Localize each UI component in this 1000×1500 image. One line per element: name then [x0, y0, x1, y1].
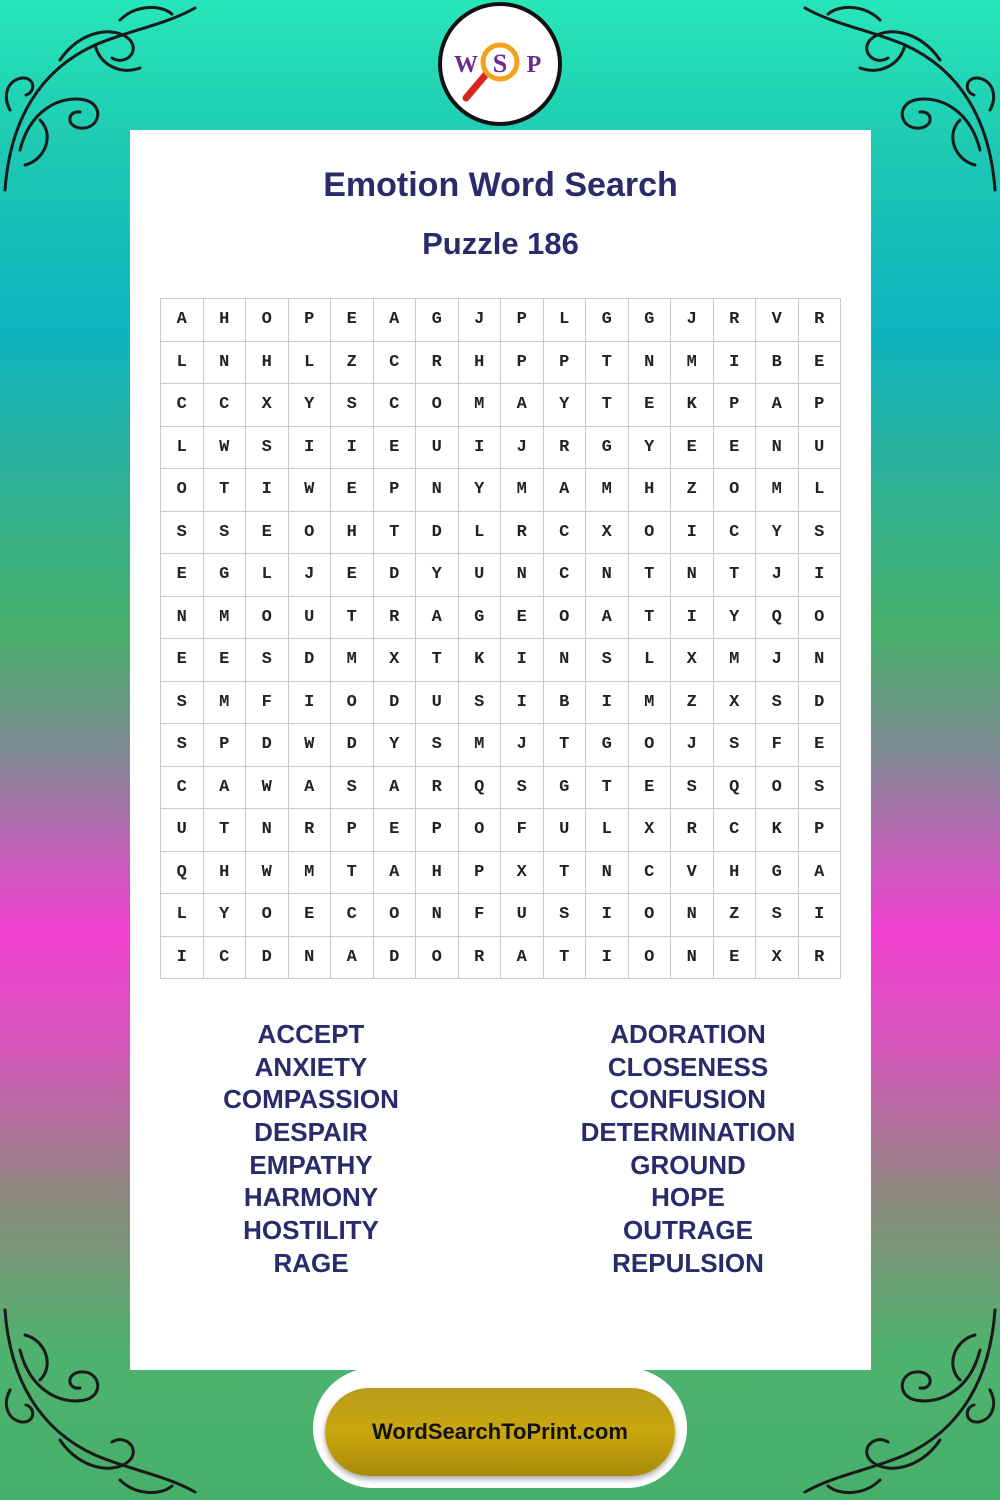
grid-cell: J [501, 427, 544, 470]
grid-cell: I [331, 427, 374, 470]
grid-cell: L [629, 639, 672, 682]
grid-cell: S [799, 767, 842, 810]
grid-cell: C [161, 767, 204, 810]
grid-cell: S [204, 512, 247, 555]
grid-cell: Y [544, 384, 587, 427]
grid-cell: C [331, 894, 374, 937]
grid-cell: U [289, 597, 332, 640]
grid-cell: G [586, 427, 629, 470]
grid-cell: O [289, 512, 332, 555]
grid-cell: H [629, 469, 672, 512]
grid-cell: C [204, 937, 247, 980]
grid-cell: C [714, 809, 757, 852]
grid-cell: N [671, 937, 714, 980]
grid-cell: F [756, 724, 799, 767]
grid-cell: C [629, 852, 672, 895]
grid-cell: I [799, 554, 842, 597]
grid-cell: P [799, 384, 842, 427]
grid-cell: P [289, 299, 332, 342]
grid-cell: J [671, 299, 714, 342]
grid-cell: S [161, 682, 204, 725]
grid-cell: Y [629, 427, 672, 470]
grid-cell: R [459, 937, 502, 980]
grid-cell: G [416, 299, 459, 342]
grid-cell: O [161, 469, 204, 512]
word-list-item: REPULSION [612, 1247, 764, 1278]
grid-cell: D [246, 724, 289, 767]
grid-cell: T [204, 469, 247, 512]
grid-cell: E [714, 937, 757, 980]
grid-cell: N [416, 469, 459, 512]
word-list-item: ADORATION [610, 1019, 766, 1049]
grid-cell: I [161, 937, 204, 980]
grid-cell: C [714, 512, 757, 555]
grid-cell: X [501, 852, 544, 895]
grid-cell: L [161, 427, 204, 470]
grid-cell: V [671, 852, 714, 895]
grid-cell: P [416, 809, 459, 852]
grid-cell: D [374, 937, 417, 980]
grid-cell: N [544, 639, 587, 682]
grid-cell: N [671, 554, 714, 597]
grid-cell: T [586, 342, 629, 385]
grid-cell: I [586, 682, 629, 725]
grid-cell: D [289, 639, 332, 682]
grid-cell: J [459, 299, 502, 342]
grid-cell: W [289, 469, 332, 512]
grid-cell: L [161, 894, 204, 937]
grid-cell: N [416, 894, 459, 937]
word-list-item: RAGE [273, 1247, 349, 1278]
grid-cell: H [331, 512, 374, 555]
grid-cell: E [629, 384, 672, 427]
grid-cell: F [459, 894, 502, 937]
grid-cell: J [671, 724, 714, 767]
grid-cell: P [459, 852, 502, 895]
grid-cell: E [799, 342, 842, 385]
grid-cell: P [204, 724, 247, 767]
grid-cell: I [586, 937, 629, 980]
grid-cell: U [544, 809, 587, 852]
grid-cell: M [756, 469, 799, 512]
grid-cell: D [331, 724, 374, 767]
word-list-item: CONFUSION [610, 1084, 766, 1115]
grid-cell: L [544, 299, 587, 342]
grid-cell: D [799, 682, 842, 725]
grid-cell: H [416, 852, 459, 895]
grid-cell: T [331, 597, 374, 640]
grid-cell: A [416, 597, 459, 640]
grid-cell: Y [416, 554, 459, 597]
grid-cell: X [586, 512, 629, 555]
grid-cell: R [416, 767, 459, 810]
grid-cell: C [544, 512, 587, 555]
grid-cell: E [204, 639, 247, 682]
grid-cell: T [544, 724, 587, 767]
word-list-item: DETERMINATION [580, 1117, 796, 1148]
grid-cell: G [544, 767, 587, 810]
grid-cell: L [161, 342, 204, 385]
grid-cell: E [501, 597, 544, 640]
grid-cell: X [629, 809, 672, 852]
grid-cell: S [331, 767, 374, 810]
grid-cell: F [501, 809, 544, 852]
grid-cell: S [756, 682, 799, 725]
grid-cell: C [204, 384, 247, 427]
site-logo[interactable] [438, 2, 562, 126]
grid-cell: P [714, 384, 757, 427]
grid-cell: T [586, 384, 629, 427]
grid-cell: S [161, 512, 204, 555]
grid-cell: F [246, 682, 289, 725]
grid-cell: P [501, 299, 544, 342]
grid-cell: O [374, 894, 417, 937]
grid-cell: N [756, 427, 799, 470]
grid-cell: U [416, 682, 459, 725]
grid-cell: D [246, 937, 289, 980]
grid-cell: G [204, 554, 247, 597]
grid-cell: S [331, 384, 374, 427]
grid-cell: O [246, 299, 289, 342]
page-title: Emotion Word Search [323, 166, 678, 204]
grid-cell: G [756, 852, 799, 895]
grid-cell: M [289, 852, 332, 895]
grid-cell: O [416, 937, 459, 980]
grid-cell: Q [161, 852, 204, 895]
word-list-item: HOSTILITY [243, 1215, 379, 1246]
grid-cell: E [331, 299, 374, 342]
grid-cell: Q [756, 597, 799, 640]
grid-cell: I [799, 894, 842, 937]
grid-cell: E [629, 767, 672, 810]
grid-cell: N [586, 852, 629, 895]
grid-cell: M [501, 469, 544, 512]
grid-cell: H [246, 342, 289, 385]
grid-cell: L [289, 342, 332, 385]
grid-cell: O [459, 809, 502, 852]
grid-cell: A [586, 597, 629, 640]
grid-cell: R [799, 937, 842, 980]
grid-cell: P [374, 469, 417, 512]
grid-cell: M [714, 639, 757, 682]
grid-cell: I [246, 469, 289, 512]
grid-cell: O [799, 597, 842, 640]
grid-cell: A [204, 767, 247, 810]
grid-cell: P [331, 809, 374, 852]
grid-cell: W [289, 724, 332, 767]
grid-cell: H [204, 852, 247, 895]
grid-cell: S [544, 894, 587, 937]
grid-cell: I [459, 427, 502, 470]
grid-cell: S [161, 724, 204, 767]
grid-cell: C [374, 384, 417, 427]
grid-cell: X [374, 639, 417, 682]
grid-cell: C [374, 342, 417, 385]
puzzle-card [130, 130, 871, 1370]
word-list-item: ACCEPT [257, 1019, 365, 1049]
grid-cell: A [331, 937, 374, 980]
grid-cell: T [204, 809, 247, 852]
grid-cell: H [714, 852, 757, 895]
grid-cell: E [374, 427, 417, 470]
word-list-item: DESPAIR [254, 1117, 368, 1148]
word-list-item: HARMONY [243, 1182, 379, 1213]
grid-cell: N [629, 342, 672, 385]
grid-cell: E [671, 427, 714, 470]
word-list-item: GROUND [630, 1149, 746, 1180]
grid-cell: Y [714, 597, 757, 640]
grid-cell: E [161, 639, 204, 682]
grid-cell: S [459, 682, 502, 725]
grid-cell: M [459, 384, 502, 427]
word-list-item: ANXIETY [254, 1051, 368, 1082]
word-list-item: EMPATHY [249, 1149, 373, 1180]
grid-cell: H [459, 342, 502, 385]
grid-cell: Z [714, 894, 757, 937]
grid-cell: S [799, 512, 842, 555]
grid-cell: B [544, 682, 587, 725]
grid-cell: O [629, 937, 672, 980]
grid-cell: L [586, 809, 629, 852]
grid-cell: O [544, 597, 587, 640]
grid-cell: Y [289, 384, 332, 427]
grid-cell: N [671, 894, 714, 937]
grid-cell: Q [459, 767, 502, 810]
grid-cell: S [714, 724, 757, 767]
grid-cell: A [799, 852, 842, 895]
grid-cell: L [459, 512, 502, 555]
grid-cell: N [246, 809, 289, 852]
logo-letter-w: W [454, 52, 478, 78]
grid-cell: J [501, 724, 544, 767]
grid-cell: E [289, 894, 332, 937]
grid-cell: I [671, 512, 714, 555]
grid-cell: W [204, 427, 247, 470]
grid-cell: Z [671, 469, 714, 512]
grid-cell: N [501, 554, 544, 597]
grid-cell: R [501, 512, 544, 555]
grid-cell: P [501, 342, 544, 385]
grid-cell: X [246, 384, 289, 427]
grid-cell: M [331, 639, 374, 682]
grid-cell: R [799, 299, 842, 342]
grid-cell: U [161, 809, 204, 852]
grid-cell: O [756, 767, 799, 810]
grid-cell: K [756, 809, 799, 852]
grid-cell: B [756, 342, 799, 385]
grid-cell: H [204, 299, 247, 342]
grid-cell: R [714, 299, 757, 342]
grid-cell: I [586, 894, 629, 937]
grid-cell: R [544, 427, 587, 470]
grid-cell: X [756, 937, 799, 980]
grid-cell: Z [671, 682, 714, 725]
grid-cell: M [459, 724, 502, 767]
grid-cell: G [586, 724, 629, 767]
grid-cell: O [331, 682, 374, 725]
grid-cell: A [501, 384, 544, 427]
grid-cell: S [246, 639, 289, 682]
word-list-item: OUTRAGE [623, 1215, 753, 1246]
grid-cell: U [459, 554, 502, 597]
grid-cell: T [714, 554, 757, 597]
grid-cell: I [714, 342, 757, 385]
grid-cell: S [671, 767, 714, 810]
grid-cell: O [416, 384, 459, 427]
grid-cell: O [246, 894, 289, 937]
grid-cell: W [246, 852, 289, 895]
grid-cell: Q [714, 767, 757, 810]
grid-cell: I [289, 682, 332, 725]
grid-cell: K [459, 639, 502, 682]
word-list-item: COMPASSION [223, 1084, 399, 1115]
grid-cell: I [501, 639, 544, 682]
grid-cell: E [161, 554, 204, 597]
grid-cell: Y [756, 512, 799, 555]
grid-cell: J [756, 639, 799, 682]
grid-cell: L [799, 469, 842, 512]
grid-cell: E [714, 427, 757, 470]
grid-cell: S [416, 724, 459, 767]
grid-cell: E [331, 469, 374, 512]
puzzle-number: Puzzle 186 [422, 226, 579, 261]
grid-cell: N [204, 342, 247, 385]
grid-cell: E [799, 724, 842, 767]
grid-cell: S [586, 639, 629, 682]
word-list-item: CLOSENESS [607, 1051, 769, 1082]
grid-cell: R [289, 809, 332, 852]
grid-cell: O [629, 724, 672, 767]
grid-cell: A [289, 767, 332, 810]
grid-cell: Z [331, 342, 374, 385]
grid-cell: K [671, 384, 714, 427]
grid-cell: N [289, 937, 332, 980]
grid-cell: M [204, 597, 247, 640]
grid-cell: A [161, 299, 204, 342]
grid-cell: N [586, 554, 629, 597]
grid-cell: M [629, 682, 672, 725]
grid-cell: P [544, 342, 587, 385]
grid-cell: S [756, 894, 799, 937]
site-link-button[interactable]: WordSearchToPrint.com [325, 1388, 675, 1476]
grid-cell: Y [459, 469, 502, 512]
grid-cell: D [374, 554, 417, 597]
grid-cell: O [714, 469, 757, 512]
grid-cell: T [629, 597, 672, 640]
word-list-item: HOPE [651, 1182, 725, 1213]
grid-cell: R [671, 809, 714, 852]
grid-cell: S [501, 767, 544, 810]
grid-cell: T [374, 512, 417, 555]
grid-cell: T [416, 639, 459, 682]
grid-cell: Y [204, 894, 247, 937]
grid-cell: U [416, 427, 459, 470]
grid-cell: T [331, 852, 374, 895]
grid-cell: N [799, 639, 842, 682]
grid-cell: O [246, 597, 289, 640]
grid-cell: R [374, 597, 417, 640]
grid-cell: A [374, 299, 417, 342]
footer-badge [313, 1368, 687, 1488]
grid-cell: G [629, 299, 672, 342]
logo-letter-s: S [492, 49, 508, 78]
grid-cell: A [501, 937, 544, 980]
grid-cell: X [671, 639, 714, 682]
grid-cell: R [416, 342, 459, 385]
grid-cell: A [756, 384, 799, 427]
grid-cell: X [714, 682, 757, 725]
grid-cell: J [756, 554, 799, 597]
grid-cell: G [459, 597, 502, 640]
grid-cell: S [246, 427, 289, 470]
grid-cell: T [544, 937, 587, 980]
grid-cell: A [374, 767, 417, 810]
grid-cell: E [246, 512, 289, 555]
grid-cell: U [799, 427, 842, 470]
grid-cell: J [289, 554, 332, 597]
grid-cell: G [586, 299, 629, 342]
grid-cell: O [629, 894, 672, 937]
grid-cell: D [374, 682, 417, 725]
grid-cell: T [629, 554, 672, 597]
grid-cell: L [246, 554, 289, 597]
word-list-right [503, 1018, 873, 1280]
grid-cell: P [799, 809, 842, 852]
grid-cell: D [416, 512, 459, 555]
grid-cell: E [331, 554, 374, 597]
grid-cell: M [586, 469, 629, 512]
grid-cell: C [161, 384, 204, 427]
grid-cell: E [374, 809, 417, 852]
grid-cell: M [204, 682, 247, 725]
grid-cell: V [756, 299, 799, 342]
grid-cell: T [544, 852, 587, 895]
letter-grid [160, 298, 841, 979]
grid-cell: I [501, 682, 544, 725]
grid-cell: W [246, 767, 289, 810]
grid-cell: N [161, 597, 204, 640]
grid-cell: U [501, 894, 544, 937]
grid-cell: I [671, 597, 714, 640]
grid-cell: I [289, 427, 332, 470]
word-list-left [126, 1018, 496, 1280]
grid-cell: O [629, 512, 672, 555]
grid-cell: A [374, 852, 417, 895]
grid-cell: M [671, 342, 714, 385]
grid-cell: A [544, 469, 587, 512]
grid-cell: C [544, 554, 587, 597]
grid-cell: T [586, 767, 629, 810]
logo-letter-p: P [526, 52, 542, 78]
grid-cell: Y [374, 724, 417, 767]
